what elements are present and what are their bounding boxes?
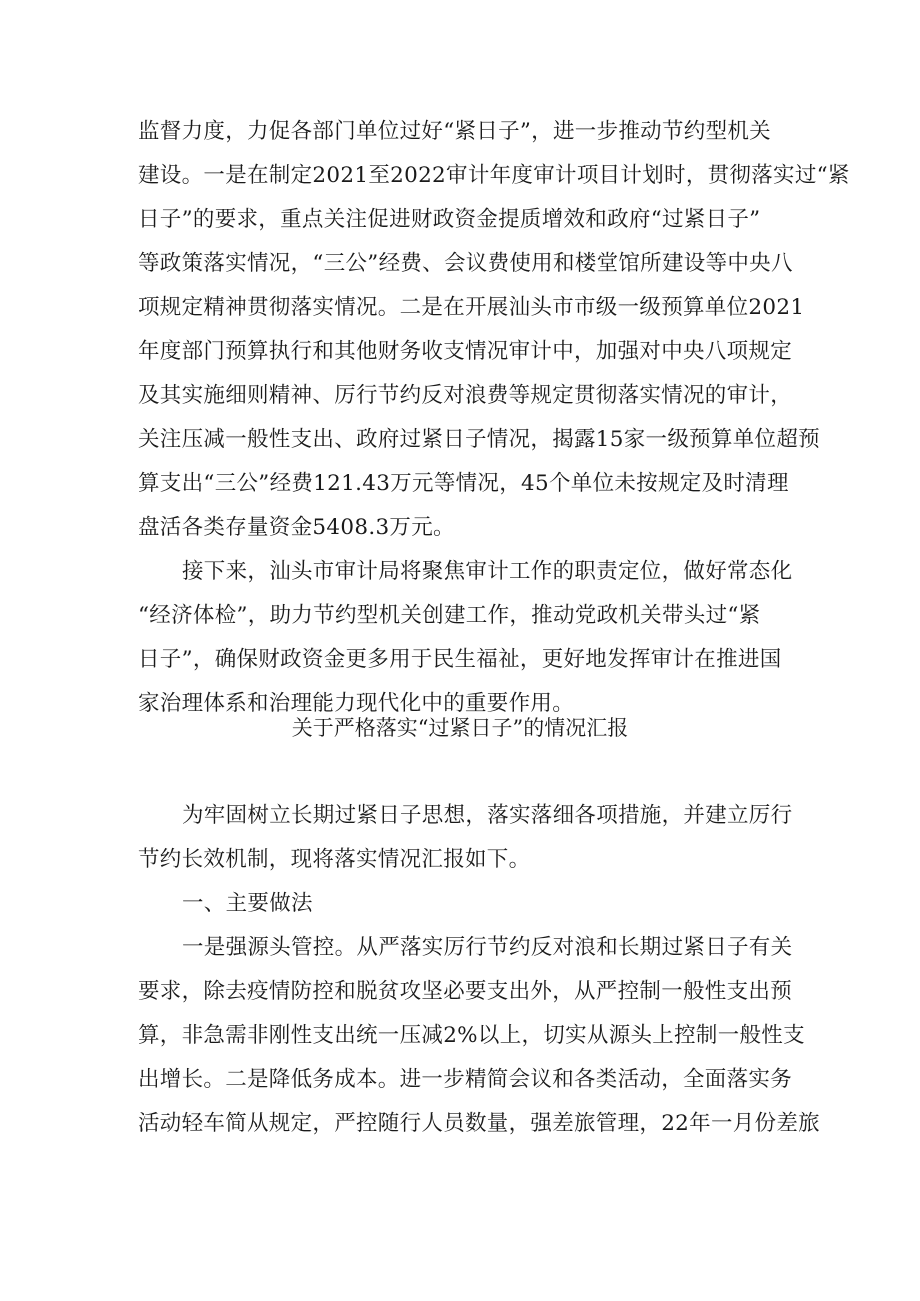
paragraph-line: 等政策落实情况，“三公”经费、会议费使用和楼堂馆所建设等中央八: [138, 251, 793, 276]
document-title: 关于严格落实“过紧日子”的情况汇报: [291, 716, 629, 740]
paragraph-line: 家治理体系和治理能力现代化中的重要作用。: [138, 691, 575, 716]
paragraph-line: 算支出“三公”经费121.43万元等情况，45个单位未按规定及时清理: [138, 471, 789, 496]
paragraph-line: “经济体检”，助力节约型机关创建工作，推动党政机关带头过“紧: [138, 603, 761, 628]
paragraph-line: 节约长效机制，现将落实情况汇报如下。: [138, 847, 531, 872]
paragraph-line: 要求，除去疫情防控和脱贫攻坚必要支出外，从严控制一般性支出预: [138, 979, 793, 1004]
paragraph-line: 年度部门预算执行和其他财务收支情况审计中，加强对中央八项规定: [138, 339, 793, 364]
paragraph-line: 活动轻车简从规定，严控随行人员数量，强差旅管理，22年一月份差旅: [138, 1111, 820, 1136]
paragraph-line: 盘活各类存量资金5408.3万元。: [138, 515, 455, 540]
paragraph-line: 出增长。二是降低务成本。进一步精简会议和各类活动，全面落实务: [138, 1067, 793, 1092]
paragraph-line: 一是强源头管控。从严落实厉行节约反对浪和长期过紧日子有关: [182, 935, 793, 960]
paragraph-line: 建设。一是在制定2021至2022审计年度审计项目计划时，贯彻落实过“紧: [138, 163, 850, 188]
paragraph-line: 日子”的要求，重点关注促进财政资金提质增效和政府“过紧日子”: [138, 207, 761, 232]
paragraph-line: 项规定精神贯彻落实情况。二是在开展汕头市市级一级预算单位2021: [138, 295, 805, 320]
paragraph-line: 接下来，汕头市审计局将聚焦审计工作的职责定位，做好常态化: [182, 559, 793, 584]
paragraph-line: 及其实施细则精神、厉行节约反对浪费等规定贯彻落实情况的审计，: [138, 383, 793, 408]
section-heading: 一、主要做法: [182, 891, 313, 916]
paragraph-line: 监督力度，力促各部门单位过好“紧日子”，进一步推动节约型机关: [138, 119, 771, 144]
paragraph-line: 日子”，确保财政资金更多用于民生福祉，更好地发挥审计在推进国: [138, 647, 782, 672]
paragraph-line: 关注压减一般性支出、政府过紧日子情况，揭露15家一级预算单位超预: [138, 427, 820, 452]
paragraph-line: 算，非急需非刚性支出统一压减2%以上，切实从源头上控制一般性支: [138, 1023, 805, 1048]
paragraph-line: 为牢固树立长期过紧日子思想，落实落细各项措施，并建立厉行: [182, 803, 793, 828]
